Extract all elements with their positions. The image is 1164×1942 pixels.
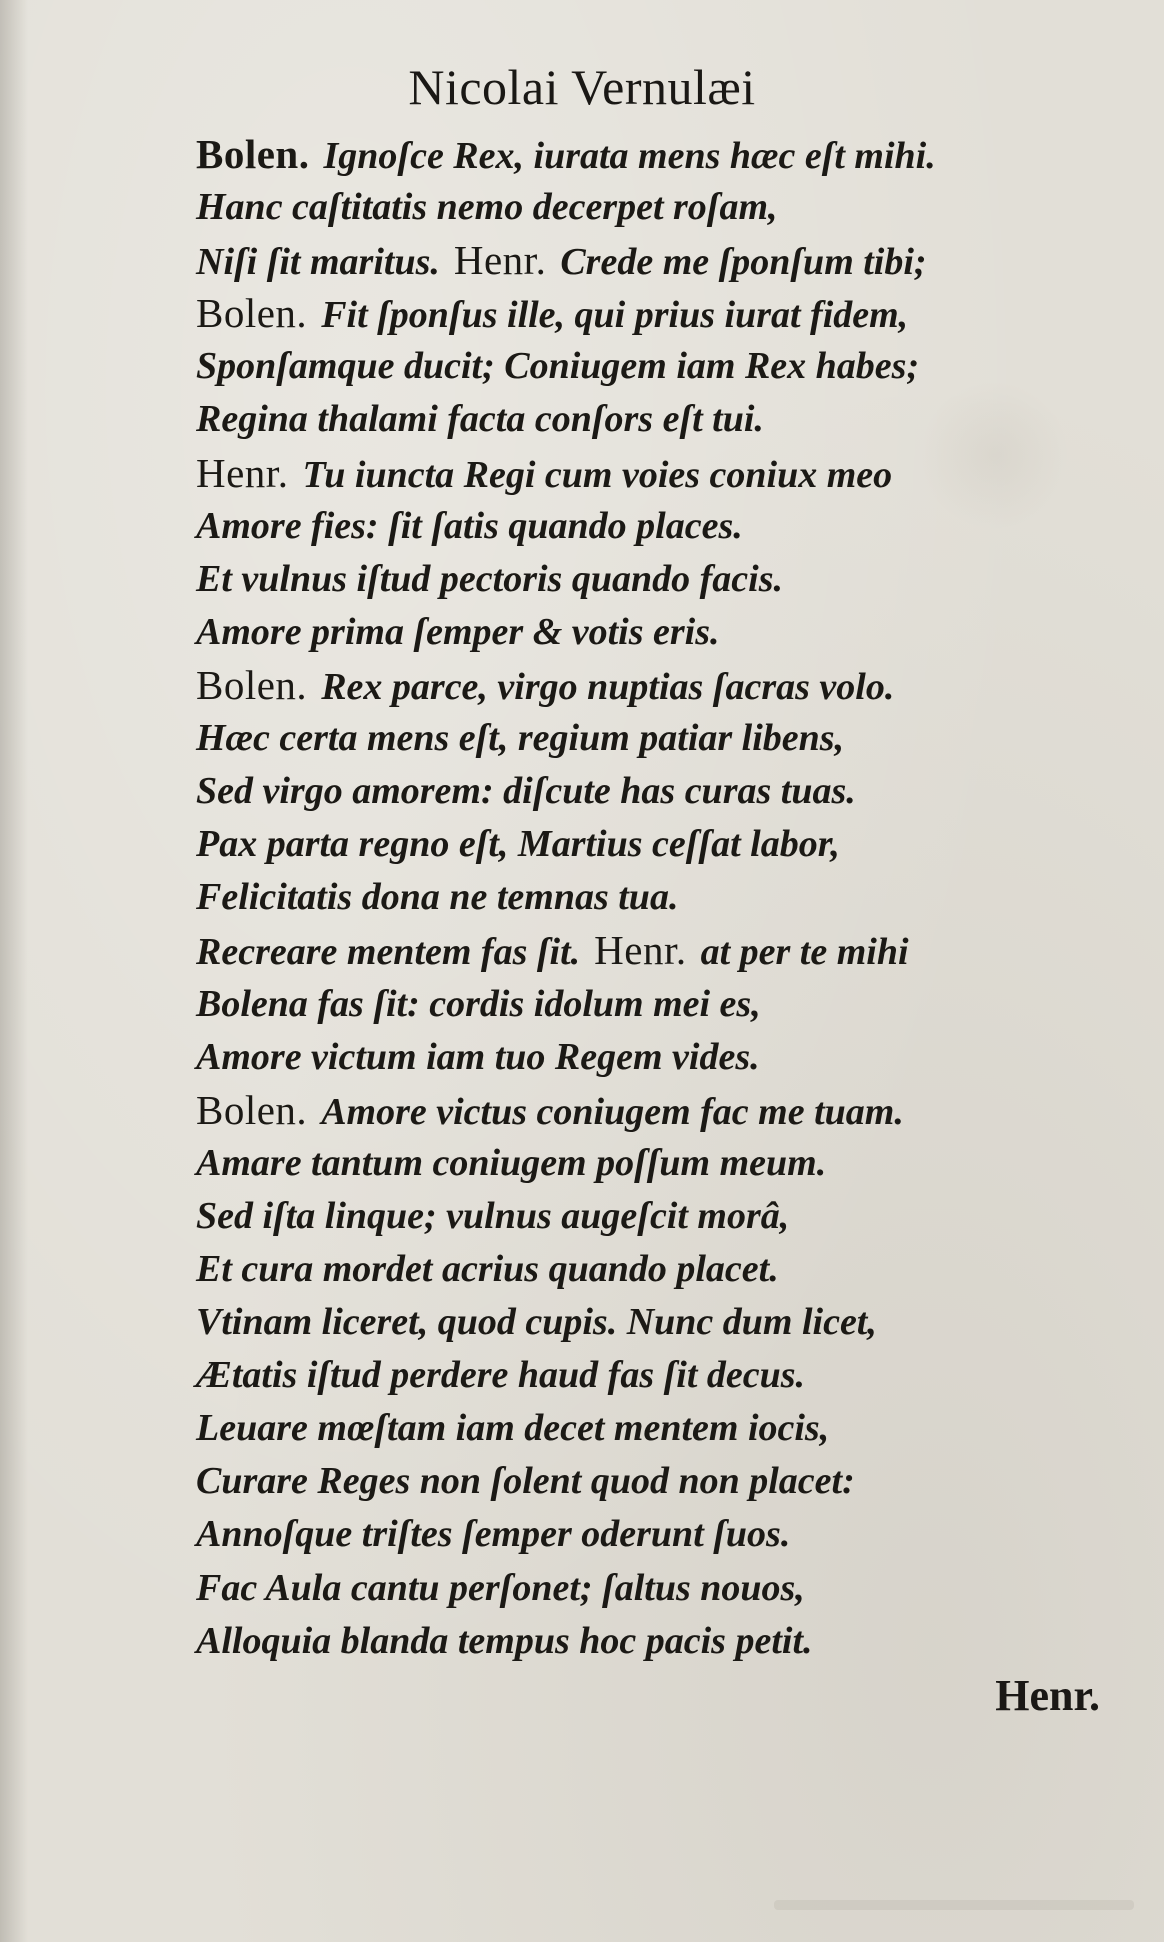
speaker-label: Bolen. — [196, 1086, 308, 1133]
verse-line — [196, 1031, 1096, 1084]
verse-line — [196, 1508, 1096, 1561]
verse-line — [196, 765, 1096, 818]
verse-line — [196, 606, 1096, 659]
verse-text: Hanc caſtitatis nemo decerpet roſam, — [196, 186, 778, 229]
verse-text: Amore fies: ſit ſatis quando places. — [196, 504, 743, 547]
verse-line — [196, 871, 1096, 924]
digitization-watermark — [764, 1884, 1144, 1924]
verse-text: Et cura mordet acrius quando placet. — [196, 1247, 779, 1290]
verse-line — [196, 553, 1096, 606]
verse-line — [196, 1137, 1096, 1190]
verse-line — [196, 1562, 1096, 1615]
verse-text-block — [196, 128, 1096, 1668]
verse-line — [196, 128, 1096, 181]
catchword: Henr. — [995, 1671, 1100, 1720]
verse-text: Amare tantum coniugem poſſum meum. — [196, 1141, 827, 1184]
speaker-label: Bolen. — [196, 290, 308, 337]
verse-line — [196, 1084, 1096, 1137]
verse-line — [196, 500, 1096, 553]
verse-line — [196, 234, 1096, 287]
speaker-label: Bolen. — [196, 131, 310, 177]
verse-text: Fac Aula cantu perſonet; ſaltus nouos, — [196, 1566, 805, 1609]
verse-line — [196, 1190, 1096, 1243]
verse-text: Curare Reges non ſolent quod non placet: — [196, 1460, 855, 1503]
verse-line — [196, 340, 1096, 393]
verse-text: Niſi ſit maritus. — [196, 241, 440, 284]
verse-text: Rex parce, virgo nuptias ſacras volo. — [321, 665, 895, 708]
verse-text: Regina thalami facta conſors eſt tui. — [196, 398, 764, 441]
verse-text: Alloquia blanda tempus hoc pacis petit. — [196, 1619, 813, 1662]
speaker-label: Bolen. — [196, 661, 308, 708]
verse-text: Fit ſponſus ille, qui prius iurat fidem, — [321, 294, 909, 337]
verse-text: Ætatis iſtud perdere haud fas ſit decus. — [196, 1354, 806, 1397]
verse-line — [196, 924, 1096, 977]
verse-text: Bolena fas ſit: cordis idolum mei es, — [196, 982, 761, 1025]
verse-line — [196, 818, 1096, 871]
verse-text: Pax parta regno eſt, Martius ceſſat labor, — [196, 823, 840, 866]
verse-text: Leuare mœſtam iam decet mentem iocis, — [196, 1407, 830, 1450]
verse-text: Felicitatis dona ne temnas tua. — [196, 876, 679, 919]
verse-text: Et vulnus iſtud pectoris quando facis. — [196, 557, 783, 600]
verse-line — [196, 1243, 1096, 1296]
verse-text: Crede me ſponſum tibi; — [560, 241, 927, 284]
verse-line — [196, 1402, 1096, 1455]
speaker-label: Henr. — [594, 927, 687, 974]
verse-text: Amore victus coniugem fac me tuam. — [321, 1090, 904, 1133]
verse-text: Sed virgo amorem: diſcute has curas tuas. — [196, 770, 856, 813]
verse-line — [196, 1296, 1096, 1349]
running-head: Nicolai Vernulæi — [408, 59, 756, 115]
verse-line — [196, 712, 1096, 765]
page-gutter-shadow — [0, 0, 28, 1942]
speaker-label: Henr. — [196, 449, 289, 496]
verse-line — [196, 393, 1096, 446]
verse-line — [196, 1615, 1096, 1668]
verse-line — [196, 1349, 1096, 1402]
verse-text: at per te mihi — [700, 931, 909, 974]
verse-text: Sponſamque ducit; Coniugem iam Rex habes; — [196, 345, 920, 388]
verse-text: Vtinam liceret, quod cupis. Nunc dum licet, — [196, 1301, 877, 1344]
verse-text: Annoſque triſtes ſemper oderunt ſuos. — [196, 1513, 791, 1556]
verse-line — [196, 287, 1096, 340]
verse-line — [196, 447, 1096, 500]
verse-text: Tu iuncta Regi cum voies coniux meo — [302, 453, 893, 496]
verse-text: Sed iſta linque; vulnus augeſcit morâ, — [196, 1194, 790, 1237]
verse-line — [196, 659, 1096, 712]
verse-text: Amore victum iam tuo Regem vides. — [196, 1035, 760, 1078]
verse-text: Ignoſce Rex, iurata mens hæc eſt mihi. — [323, 135, 936, 177]
verse-line — [196, 181, 1096, 234]
verse-line — [196, 1455, 1096, 1508]
verse-text: Amore prima ſemper & votis eris. — [196, 610, 720, 653]
verse-text: Recreare mentem fas ſit. — [196, 931, 581, 974]
verse-line — [196, 978, 1096, 1031]
speaker-label: Henr. — [453, 237, 547, 284]
verse-text: Hæc certa mens eſt, regium patiar libens, — [196, 717, 845, 760]
